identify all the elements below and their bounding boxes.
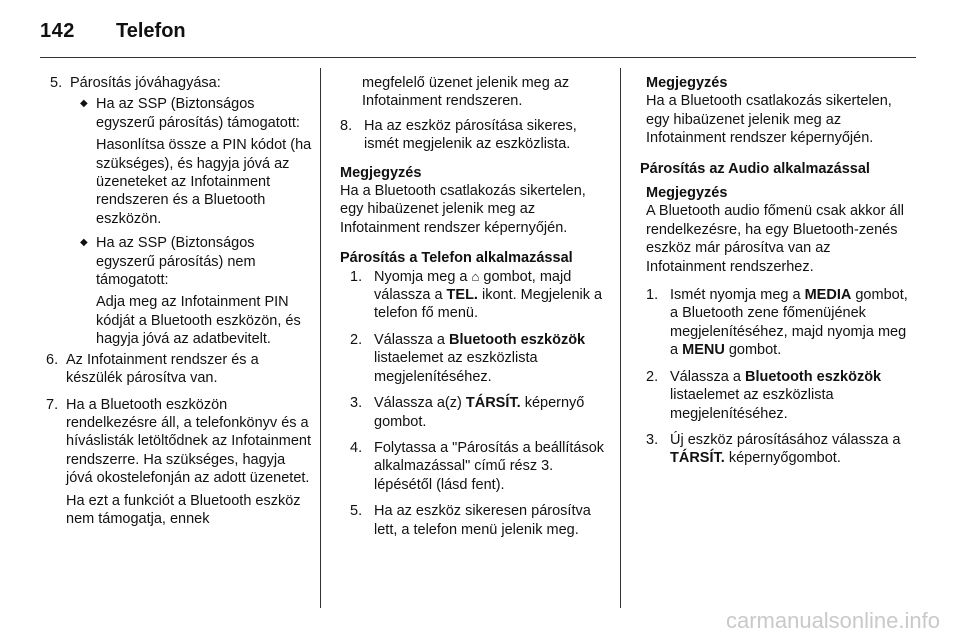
step-2: [350, 331, 606, 386]
step-number: 5.: [350, 503, 363, 520]
step-text: listaelemet az eszközlista megjelenítéséhez.: [374, 350, 538, 385]
step-number: 4.: [350, 439, 363, 456]
list-item-6: [46, 351, 312, 388]
item-text: Ha a Bluetooth eszközön rendelkezésre áll, a telefonkönyv és a híváslisták letöltődnek az Infotainment rendszerre. Ha szükséges, hagyja jóvá okostelefonján az adott üzenetet.: [66, 396, 312, 487]
step-text: Ha az eszköz sikeresen párosítva lett, a telefon menü jelenik meg.: [374, 503, 591, 538]
item-text: Párosítás jóváhagyása:: [70, 75, 221, 91]
page-header: [0, 0, 960, 58]
subsection-heading: Párosítás az Audio alkalmazással: [640, 160, 870, 177]
subsection-heading: Párosítás a Telefon alkalmazással: [340, 250, 573, 267]
step-4: [350, 439, 606, 494]
item-number: 7.: [46, 396, 59, 413]
note-block: [340, 164, 606, 238]
watermark: carmanualsonline.info: [725, 608, 940, 633]
step-bold-text: MENU: [682, 342, 725, 359]
step-text: gombot, majd válassza a: [374, 268, 572, 304]
item-number: 5.: [50, 75, 63, 91]
step-3: [350, 394, 606, 431]
step-bold-text: TÁRSÍT.: [670, 450, 725, 467]
step-bold-text: Bluetooth eszközök: [448, 331, 586, 348]
header-rule: [40, 57, 916, 58]
step-1: [350, 268, 606, 323]
step-text: Új eszköz párosításához válassza a: [670, 431, 901, 448]
note-text: Ha a Bluetooth csatlakozás sikertelen, egy hibaüzenet jelenik meg az Infotainment rendszer képernyőjén.: [340, 183, 586, 236]
step-2: [646, 368, 908, 423]
note-block: [646, 74, 908, 148]
step-text: gombot, a Bluetooth zene főmenüjének megjelenítéséhez, majd nyomja meg a: [670, 287, 908, 359]
step-bold-text: Bluetooth eszközök: [744, 368, 882, 385]
diamond-bullet-icon: ◆: [80, 237, 88, 249]
note-text: A Bluetooth audio főmenü csak akkor áll rendelkezésre, ha egy Bluetooth-zenés eszköz már párosítva van az Infotainment rendszerhez.: [646, 203, 904, 275]
step-5: [350, 502, 606, 539]
column-divider-1: [320, 68, 321, 608]
step-text: ikont. Megjelenik a telefon fő menü.: [374, 287, 603, 322]
step-number: 1.: [350, 268, 363, 285]
bullet-item: [70, 234, 312, 348]
step-bold-text: MEDIA: [804, 287, 852, 304]
item-paragraph: Ha ezt a funkciót a Bluetooth eszköz nem támogatja, ennek: [66, 492, 301, 527]
step-number: 2.: [350, 331, 363, 348]
bullet-paragraph: Hasonlítsa össze a PIN kódot (ha szükséges), és hagyja jóvá az üzeneteket az Infotainment rendszeren és a Bluetooth eszközön.: [96, 137, 312, 227]
step-number: 1.: [646, 287, 659, 304]
item-text: Ha az eszköz párosítása sikeres, ismét megjelenik az eszközlista.: [364, 117, 577, 153]
column-2: [340, 74, 606, 547]
step-text: listaelemet az eszközlista megjelenítéséhez.: [670, 387, 834, 422]
page-number: 142: [40, 20, 75, 42]
step-3: [646, 431, 908, 468]
step-text: Nyomja meg a: [374, 268, 468, 285]
bullet-text: Ha az SSP (Biztonságos egyszerű párosítás) nem támogatott:: [96, 235, 256, 289]
step-text: Válassza a(z): [374, 395, 462, 412]
step-text: Folytassa a "Párosítás a beállítások alkalmazással" című rész 3. lépésétől (lásd fent).: [374, 439, 605, 493]
bullet-item: [70, 95, 312, 228]
section-title: Telefon: [116, 20, 186, 42]
step-number: 2.: [646, 368, 659, 385]
step-1: [646, 286, 908, 360]
steps-list: [340, 268, 606, 539]
item-text: Az Infotainment rendszer és a készülék párosítva van.: [66, 351, 259, 387]
step-bold-text: TEL.: [446, 287, 478, 304]
step-text: képernyőgombot.: [728, 450, 841, 467]
note-block: [646, 184, 908, 276]
list-item-7: [46, 396, 312, 529]
step-text: Válassza a: [670, 368, 741, 385]
item-number: 6.: [46, 351, 59, 368]
note-text: Ha a Bluetooth csatlakozás sikertelen, egy hibaüzenet jelenik meg az Infotainment rendszer képernyőjén.: [646, 93, 892, 147]
step-text: Válassza a: [374, 331, 445, 348]
note-heading: Megjegyzés: [646, 185, 728, 202]
diamond-bullet-icon: ◆: [80, 98, 88, 110]
column-3: [640, 74, 908, 476]
list-item-5: [50, 74, 312, 349]
column-1: [46, 74, 312, 536]
step-number: 3.: [350, 395, 363, 412]
note-heading: Megjegyzés: [340, 164, 422, 181]
step-number: 3.: [646, 431, 659, 448]
step-bold-text: TÁRSÍT.: [465, 395, 521, 412]
step-text: gombot.: [728, 342, 782, 359]
bullet-paragraph: Adja meg az Infotainment PIN kódját a Bluetooth eszközön, és hagyja jóvá az adatbevitelt.: [96, 294, 301, 348]
step-text: képernyő gombot.: [374, 395, 585, 430]
list-item-8: [340, 117, 606, 154]
step-text: Ismét nyomja meg a: [670, 287, 801, 304]
continued-text: megfelelő üzenet jelenik meg az Infotainment rendszeren.: [362, 75, 570, 110]
item-number: 8.: [340, 117, 353, 134]
steps-list: [646, 286, 908, 468]
bullet-text: Ha az SSP (Biztonságos egyszerű párosítás) támogatott:: [96, 96, 300, 131]
column-divider-2: [620, 68, 621, 608]
home-icon: ⌂: [471, 268, 480, 284]
note-heading: Megjegyzés: [646, 75, 728, 91]
